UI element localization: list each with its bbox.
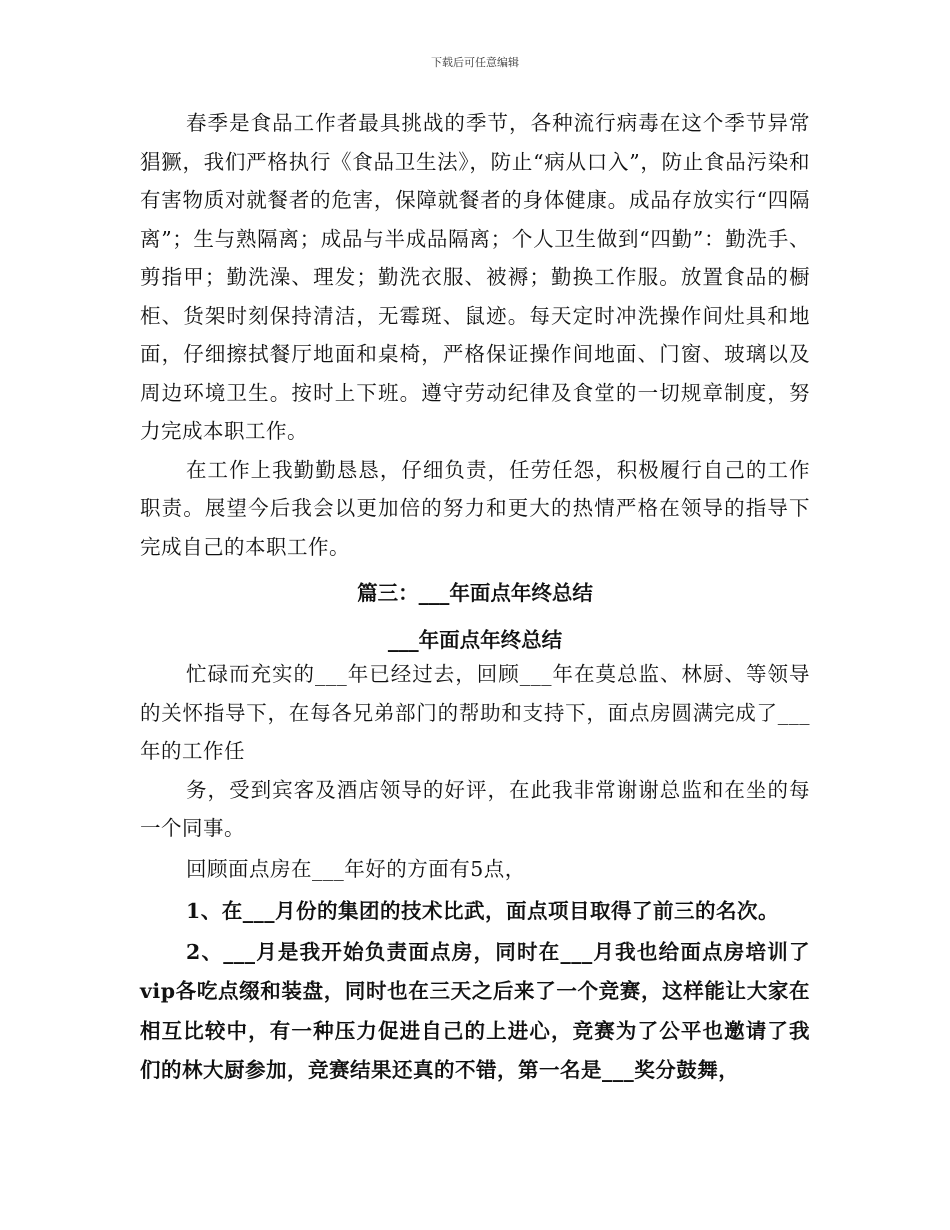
list-item-1: 1、在___月份的集团的技术比武，面点项目取得了前三的名次。	[186, 899, 780, 923]
section-heading: 篇三：___年面点年终总结	[357, 581, 593, 605]
list-item-2: 2、___月是我开始负责面点房，同时在___月我也给面点房培训了vip各吃点缀和装盘，同时也在三天之后来了一个竞赛，这样能让大家在相互比较中，有一种压力促进自己的上进心，竞赛为了公平也邀请了我们的林大厨参加，竞赛结果还真的不错，第一名是___奖分鼓舞，	[140, 939, 810, 1082]
paragraph-intro: 忙碌而充实的___年已经过去，回顾___年在莫总监、林厨、等领导的关怀指导下，在每各兄弟部门的帮助和支持下，面点房圆满完成了___年的工作任	[140, 662, 810, 763]
paragraph-spring-hygiene: 春季是食品工作者最具挑战的季节，各种流行病毒在这个季节异常猖獗，我们严格执行《食品卫生法》，防止“病从口入”，防止食品污染和有害物质对就餐者的危害，保障就餐者的身体健康。成品存放实行“四隔离”；生与熟隔离；成品与半成品隔离；个人卫生做到“四勤”：勤洗手、剪指甲；勤洗澡、理发；勤洗衣服、被褥；勤换工作服。放置食品的橱柜、货架时刻保持清洁，无霉斑、鼠迹。每天定时冲洗操作间灶具和地面，仔细擦拭餐厅地面和桌椅，严格保证操作间地面、门窗、玻璃以及周边环境卫生。按时上下班。遵守劳动纪律及食堂的一切规章制度，努力完成本职工作。	[140, 111, 810, 443]
paragraph-work-attitude: 在工作上我勤勤恳恳，仔细负责，任劳任怨，积极履行自己的工作职责。展望今后我会以更加倍的努力和更大的热情严格在领导的指导下完成自己的本职工作。	[140, 457, 810, 559]
paragraph-summary-lead: 回顾面点房在___年好的方面有5点，	[186, 856, 526, 881]
paragraph-thanks: 务，受到宾客及酒店领导的好评，在此我非常谢谢总监和在坐的每一个同事。	[140, 777, 810, 840]
document-title: ___年面点年终总结	[387, 628, 563, 652]
page-header: 下载后可任意编辑	[431, 56, 519, 69]
document-body	[140, 104, 810, 1091]
